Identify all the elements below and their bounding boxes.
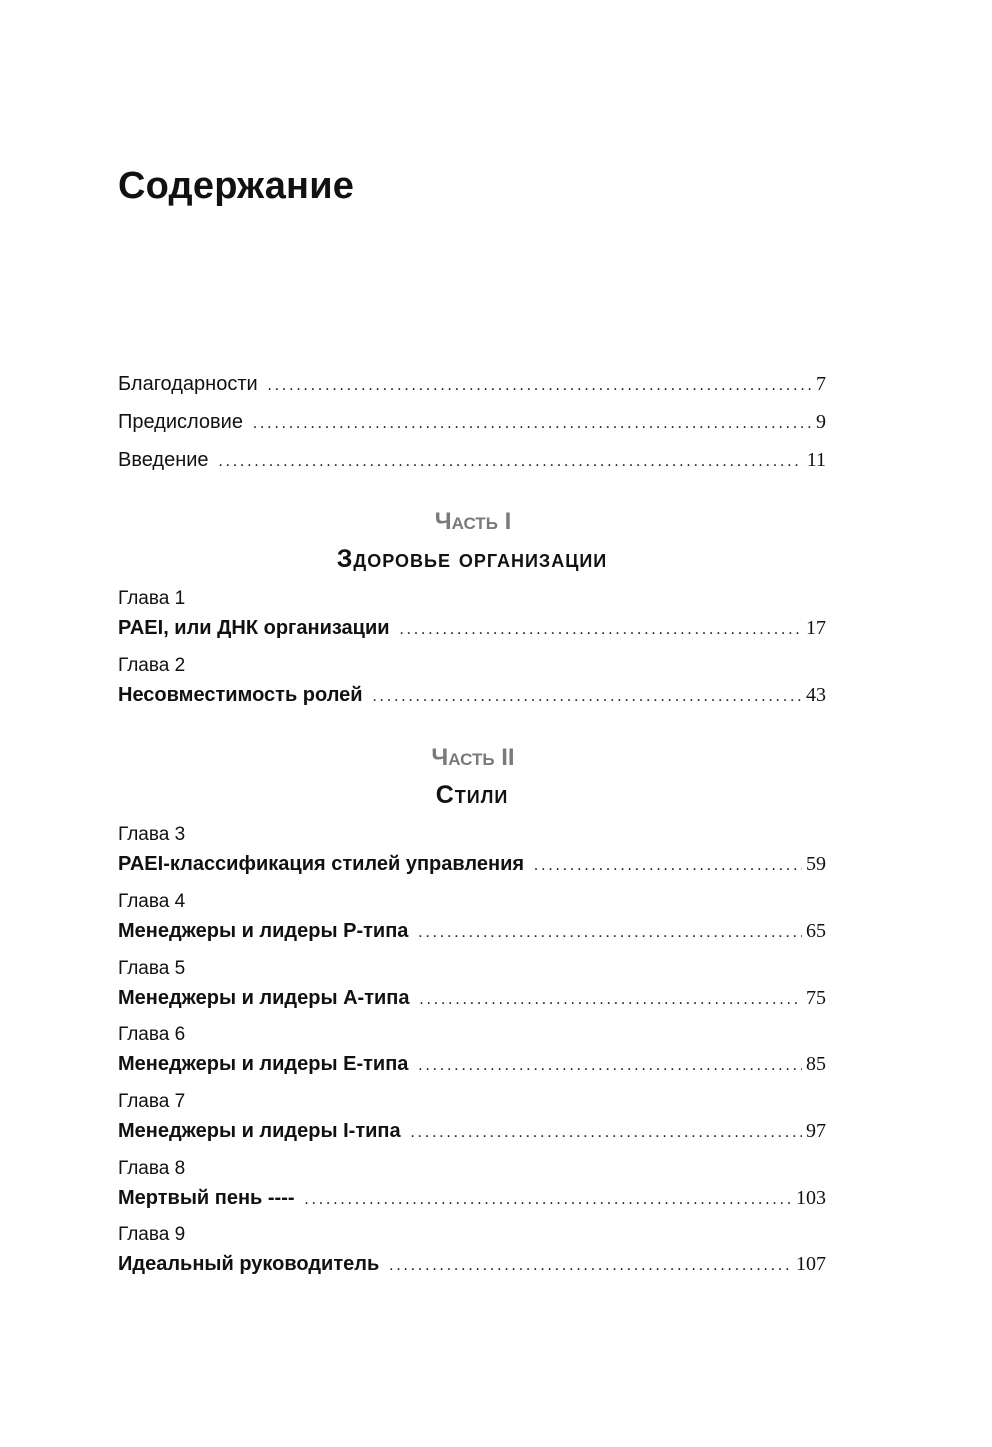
chapter-3-label: Глава 3 <box>118 824 186 845</box>
toc-page-number: 97 <box>806 1120 826 1142</box>
toc-entry-chapter-7[interactable] <box>118 1116 826 1146</box>
chapter-6-label: Глава 6 <box>118 1024 186 1045</box>
toc-entry-chapter-5[interactable] <box>118 983 826 1013</box>
toc-page-number: 43 <box>806 684 826 706</box>
toc-entry-chapter-1[interactable] <box>118 613 826 643</box>
chapter-7-label: Глава 7 <box>118 1091 186 1112</box>
toc-entry-acknowledgements[interactable] <box>118 369 826 399</box>
toc-page-number: 9 <box>816 411 826 433</box>
dot-leader <box>411 1118 802 1148</box>
dot-leader <box>268 371 812 401</box>
toc-entry-title: Предисловие <box>118 411 243 433</box>
toc-entry-title: Мертвый пень ---- <box>118 1187 295 1209</box>
toc-entry-title: Менеджеры и лидеры E-типа <box>118 1053 409 1075</box>
dot-leader <box>305 1185 792 1215</box>
dot-leader <box>253 409 812 439</box>
toc-page-number: 7 <box>816 373 826 395</box>
toc-entry-title: Идеальный руководитель <box>118 1253 380 1275</box>
toc-page-number: 59 <box>806 853 826 875</box>
dot-leader <box>373 682 802 712</box>
dot-leader <box>389 1251 792 1281</box>
toc-entry-title: PAEI, или ДНК организации <box>118 617 390 639</box>
toc-entry-title: PAEI-классификация стилей управления <box>118 853 525 875</box>
chapter-2-label: Глава 2 <box>118 655 186 676</box>
toc-entry-title: Несовместимость ролей <box>118 684 363 706</box>
toc-page-number: 107 <box>796 1253 826 1275</box>
chapter-4-label: Глава 4 <box>118 891 186 912</box>
toc-entry-title: Благодарности <box>118 373 258 395</box>
toc-entry-title: Менеджеры и лидеры P-типа <box>118 920 409 942</box>
chapter-1-label: Глава 1 <box>118 588 186 609</box>
dot-leader <box>420 985 803 1015</box>
toc-entry-chapter-2[interactable] <box>118 680 826 710</box>
toc-entry-preface[interactable] <box>118 407 826 437</box>
chapter-9-label: Глава 9 <box>118 1224 186 1245</box>
toc-entry-chapter-3[interactable] <box>118 849 826 879</box>
toc-entry-chapter-6[interactable] <box>118 1049 826 1079</box>
toc-entry-chapter-4[interactable] <box>118 916 826 946</box>
page-title: Содержание <box>118 165 355 207</box>
toc-entry-title: Введение <box>118 449 209 471</box>
toc-entry-title: Менеджеры и лидеры A-типа <box>118 987 410 1009</box>
toc-entry-chapter-9[interactable] <box>118 1249 826 1279</box>
dot-leader <box>418 918 802 948</box>
dot-leader <box>400 615 802 645</box>
toc-page-number: 65 <box>806 920 826 942</box>
toc-entry-chapter-8[interactable] <box>118 1183 826 1213</box>
part-1-label: Часть I <box>434 508 512 535</box>
toc-entry-introduction[interactable] <box>118 445 826 475</box>
part-2-title: Стили <box>435 781 509 809</box>
chapter-5-label: Глава 5 <box>118 958 186 979</box>
toc-page-number: 75 <box>806 987 826 1009</box>
dot-leader <box>418 1051 802 1081</box>
dot-leader <box>534 851 802 881</box>
part-2-label: Часть II <box>431 744 515 771</box>
toc-page-number: 11 <box>806 449 826 471</box>
part-1-title: Здоровье организации <box>336 545 608 573</box>
chapter-8-label: Глава 8 <box>118 1158 186 1179</box>
toc-page-number: 17 <box>806 617 826 639</box>
toc-page-number: 103 <box>796 1187 826 1209</box>
toc-page-number: 85 <box>806 1053 826 1075</box>
dot-leader <box>219 447 803 477</box>
toc-entry-title: Менеджеры и лидеры I-типа <box>118 1120 401 1142</box>
